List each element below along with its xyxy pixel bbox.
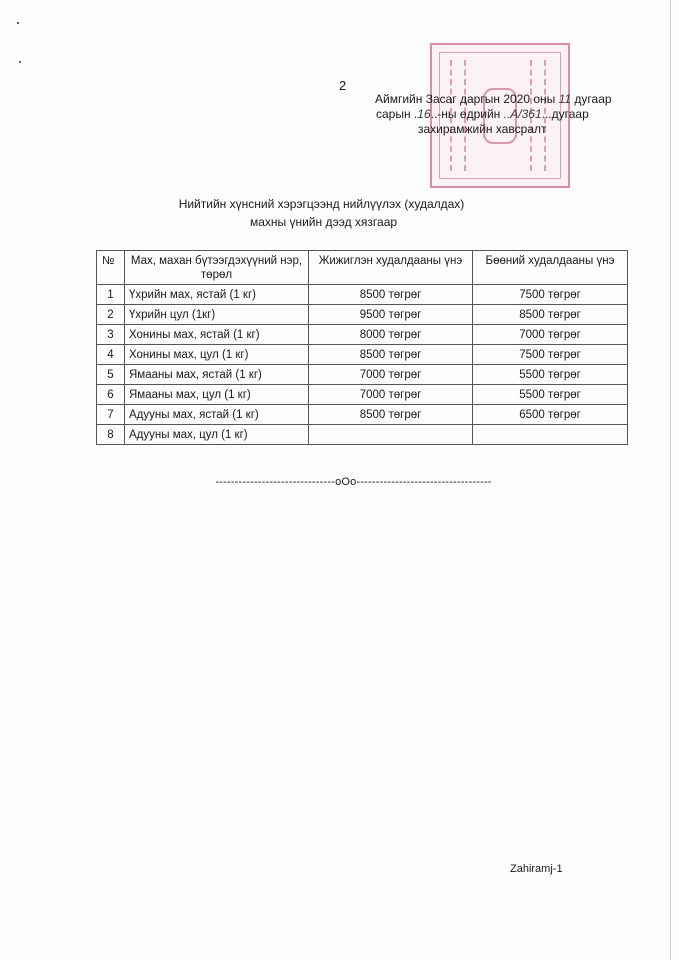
wholesale-price: 6500 төгрөг bbox=[473, 405, 628, 425]
product-name: Үхрийн мах, ястай (1 кг) bbox=[125, 285, 309, 305]
handwritten-day: 16 bbox=[417, 107, 431, 121]
document-title-line-1: Нийтийн хүнсний хэрэгцээнд нийлүүлэх (худалдах) bbox=[178, 197, 465, 211]
annex-text: ...дугаар bbox=[541, 107, 589, 121]
meat-price-table bbox=[96, 250, 628, 445]
row-number: 1 bbox=[97, 285, 125, 305]
retail-price bbox=[309, 425, 473, 445]
annex-text: ..-ны өдрийн bbox=[430, 107, 504, 121]
column-header-product: Мах, махан бүтээгдэхүүний нэр, төрөл bbox=[125, 251, 309, 285]
table-header-row bbox=[97, 251, 628, 285]
row-number: 3 bbox=[97, 325, 125, 345]
row-number: 7 bbox=[97, 405, 125, 425]
wholesale-price: 7500 төгрөг bbox=[473, 345, 628, 365]
annex-text: Аймгийн Засаг даргын 2020 оны bbox=[375, 92, 559, 106]
table-row bbox=[97, 405, 628, 425]
retail-price: 8500 төгрөг bbox=[309, 285, 473, 305]
handwritten-month: 11 bbox=[558, 92, 572, 106]
wholesale-price: 8500 төгрөг bbox=[473, 305, 628, 325]
annex-text: дугаар bbox=[571, 92, 612, 106]
row-number: 5 bbox=[97, 365, 125, 385]
wholesale-price: 5500 төгрөг bbox=[473, 385, 628, 405]
page-number: 2 bbox=[339, 78, 347, 93]
row-number: 6 bbox=[97, 385, 125, 405]
retail-price: 9500 төгрөг bbox=[309, 305, 473, 325]
table-row bbox=[97, 305, 628, 325]
annex-line-1 bbox=[375, 92, 612, 107]
retail-price: 8500 төгрөг bbox=[309, 345, 473, 365]
row-number: 2 bbox=[97, 305, 125, 325]
column-header-retail-price: Жижиглэн худалдааны үнэ bbox=[309, 251, 473, 285]
column-header-wholesale-price: Бөөний худалдааны үнэ bbox=[473, 251, 628, 285]
wholesale-price bbox=[473, 425, 628, 445]
product-name: Ямааны мах, цул (1 кг) bbox=[125, 385, 309, 405]
scan-speck bbox=[17, 22, 19, 24]
product-name: Үхрийн цул (1кг) bbox=[125, 305, 309, 325]
product-name: Хонины мах, цул (1 кг) bbox=[125, 345, 309, 365]
table-row bbox=[97, 385, 628, 405]
annex-line-2 bbox=[375, 107, 612, 122]
wholesale-price: 7000 төгрөг bbox=[473, 325, 628, 345]
wholesale-price: 5500 төгрөг bbox=[473, 365, 628, 385]
footer-document-code: Zahiramj-1 bbox=[510, 863, 563, 875]
table-row bbox=[97, 285, 628, 305]
column-header-number: № bbox=[97, 251, 125, 285]
product-name: Хонины мах, ястай (1 кг) bbox=[125, 325, 309, 345]
table-row bbox=[97, 345, 628, 365]
retail-price: 7000 төгрөг bbox=[309, 365, 473, 385]
product-name: Адууны мах, цул (1 кг) bbox=[125, 425, 309, 445]
retail-price: 8500 төгрөг bbox=[309, 405, 473, 425]
retail-price: 8000 төгрөг bbox=[309, 325, 473, 345]
closing-separator: -------------------------------оОо----------------------------------- bbox=[215, 476, 492, 488]
table-row bbox=[97, 425, 628, 445]
scan-speck bbox=[19, 61, 21, 63]
product-name: Ямааны мах, ястай (1 кг) bbox=[125, 365, 309, 385]
annex-line-3: захирамжийн хавсралт bbox=[418, 122, 547, 136]
wholesale-price: 7500 төгрөг bbox=[473, 285, 628, 305]
row-number: 8 bbox=[97, 425, 125, 445]
retail-price: 7000 төгрөг bbox=[309, 385, 473, 405]
handwritten-order-number: ..А/361 bbox=[503, 107, 542, 121]
document-title-line-2: махны үнийн дээд хязгаар bbox=[249, 215, 398, 229]
product-name: Адууны мах, ястай (1 кг) bbox=[125, 405, 309, 425]
annex-reference bbox=[375, 92, 612, 137]
table-row bbox=[97, 325, 628, 345]
row-number: 4 bbox=[97, 345, 125, 365]
annex-text: сарын . bbox=[376, 107, 418, 121]
table-row bbox=[97, 365, 628, 385]
